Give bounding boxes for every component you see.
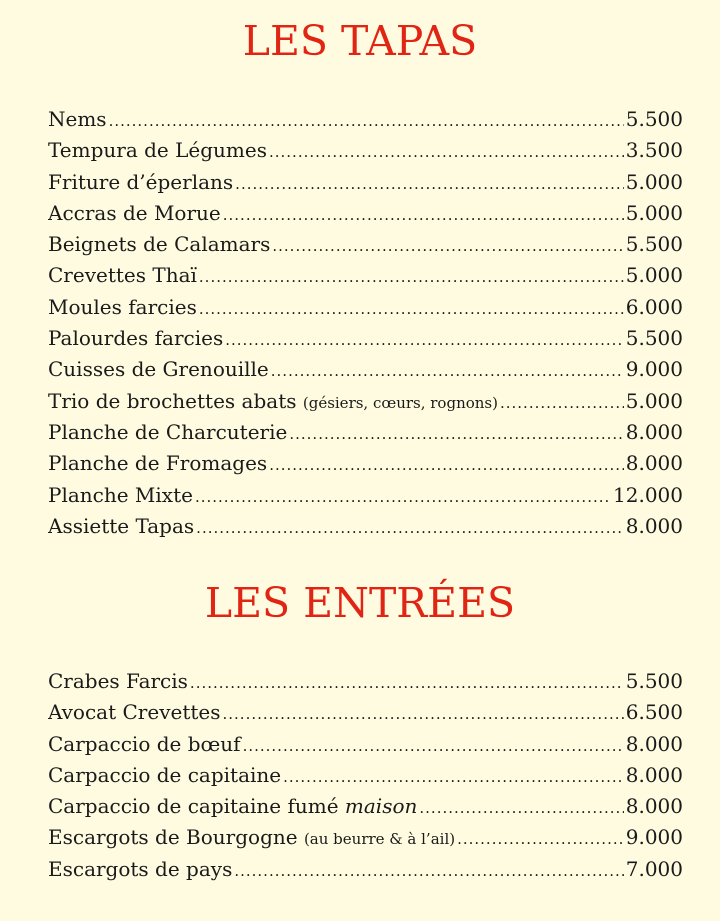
menu-item-name [48, 448, 267, 479]
menu-item-name-text: Friture d’éperlans [48, 169, 234, 194]
menu-item-note: (au beurre & à l’ail) [303, 830, 456, 849]
menu-item-price: 8.000 [625, 419, 683, 444]
menu-item-name-text: Tempura de Légumes [48, 138, 267, 163]
menu-item-name [48, 135, 267, 166]
menu-item [48, 260, 683, 291]
menu-item-name-text: Crabes Farcis [48, 669, 188, 693]
menu-item-price: 8.000 [625, 731, 683, 756]
menu-item-name-text: Moules farcies [48, 294, 197, 319]
menu-item-name-text: Nems [48, 107, 107, 131]
menu-item-price: 5.500 [625, 326, 683, 351]
menu-item-name [48, 854, 232, 885]
menu-item-name [48, 697, 221, 728]
menu-item-name [48, 167, 233, 198]
menu-item [48, 354, 683, 385]
menu-item-name-text: Planche Mixte [48, 482, 193, 507]
menu-item-price: 9.000 [625, 825, 683, 850]
tapas-list [48, 104, 683, 542]
menu-item [48, 104, 683, 135]
dot-leader [419, 793, 623, 822]
menu-item-price: 3.500 [625, 138, 683, 163]
dot-leader [199, 262, 624, 291]
menu-item-price: 7.000 [625, 856, 683, 881]
dot-leader [225, 325, 624, 354]
menu-item-note: (gésiers, cœurs, rognons) [302, 393, 498, 412]
menu-item-name [48, 292, 197, 323]
menu-item-name-text: Escargots de pays [48, 856, 233, 881]
menu-item-name [48, 417, 287, 448]
dot-leader [269, 450, 624, 479]
menu-item-name-text: Palourdes farcies [48, 326, 224, 351]
dot-leader [283, 762, 624, 791]
menu-item-name [48, 386, 498, 417]
menu-item [48, 229, 683, 260]
dot-leader [223, 200, 624, 229]
menu-item [48, 292, 683, 323]
menu-item-name-text: Escargots de Bourgogne [48, 825, 298, 850]
dot-leader [223, 699, 624, 728]
menu-item [48, 135, 683, 166]
menu-item-name-text: Accras de Morue [48, 200, 221, 225]
menu-item [48, 729, 683, 760]
menu-item-name [48, 729, 241, 760]
menu-item-price: 8.000 [625, 513, 683, 538]
menu-item [48, 386, 683, 417]
menu-item-price: 5.000 [625, 200, 683, 225]
menu-item-name-text: Avocat Crevettes [48, 700, 221, 725]
menu-item-name [48, 480, 193, 511]
menu-item-name [48, 260, 197, 291]
dot-leader [500, 388, 624, 417]
menu-item-price: 5.000 [625, 263, 683, 288]
dot-leader [199, 294, 624, 323]
dot-leader [271, 356, 624, 385]
menu-item [48, 822, 683, 853]
dot-leader [196, 513, 624, 542]
menu-item-name-text: Planche de Charcuterie [48, 419, 288, 444]
menu-item [48, 760, 683, 791]
menu-item [48, 791, 683, 822]
menu-item [48, 448, 683, 479]
menu-item [48, 480, 683, 511]
menu-item-price: 8.000 [625, 451, 683, 476]
menu-item-name [48, 666, 188, 697]
menu-item-price: 6.000 [625, 294, 683, 319]
dot-leader [235, 169, 624, 198]
menu-item-price: 6.500 [625, 700, 683, 725]
menu-item-name-text: Carpaccio de bœuf [48, 731, 241, 756]
menu-item-name [48, 760, 281, 791]
entrees-list [48, 666, 683, 885]
menu-item-name [48, 104, 107, 135]
dot-leader [190, 668, 624, 697]
menu-item [48, 417, 683, 448]
menu-item-price: 5.000 [625, 169, 683, 194]
menu-item-price: 9.000 [625, 357, 683, 382]
section-title-tapas: LES TAPAS [242, 17, 478, 65]
menu-item-price: 5.500 [625, 232, 683, 257]
dot-leader [234, 856, 623, 885]
menu-item-name [48, 511, 194, 542]
menu-item-name [48, 229, 270, 260]
menu-item-price: 12.000 [613, 482, 683, 507]
menu-item-emphasis: maison [344, 794, 418, 819]
dot-leader [272, 231, 623, 260]
menu-item-name [48, 354, 269, 385]
menu-item [48, 323, 683, 354]
menu-item-price: 5.500 [625, 669, 683, 693]
dot-leader [457, 824, 624, 853]
dot-leader [195, 482, 611, 511]
menu-item [48, 167, 683, 198]
dot-leader [289, 419, 623, 448]
menu-item-name-text: Carpaccio de capitaine fumé [48, 794, 339, 819]
menu-item [48, 198, 683, 229]
menu-item-price: 5.500 [625, 107, 683, 131]
dot-leader [109, 106, 624, 135]
menu-item-name-text: Beignets de Calamars [48, 232, 271, 257]
menu-item-name [48, 822, 455, 853]
menu-item-price: 8.000 [625, 762, 683, 787]
menu-item-name-text: Cuisses de Grenouille [48, 357, 269, 382]
dot-leader [243, 731, 624, 760]
menu-item-name-text: Crevettes Thaï [48, 263, 197, 288]
menu-item-price: 5.000 [625, 388, 683, 413]
menu-item-name-text: Trio de brochettes abats [48, 388, 297, 413]
menu-item [48, 854, 683, 885]
menu-item-name-text: Carpaccio de capitaine [48, 762, 282, 787]
menu-item-name [48, 791, 417, 822]
section-title-entrees: LES ENTRÉES [204, 579, 516, 627]
menu-item-name-text: Assiette Tapas [48, 513, 195, 538]
menu-item [48, 697, 683, 728]
menu-item-name-text: Planche de Fromages [48, 451, 268, 476]
dot-leader [269, 137, 624, 166]
menu-item [48, 511, 683, 542]
menu-item-name [48, 323, 223, 354]
menu-item-name [48, 198, 221, 229]
menu-item [48, 666, 683, 697]
menu-item-price: 8.000 [625, 794, 683, 819]
